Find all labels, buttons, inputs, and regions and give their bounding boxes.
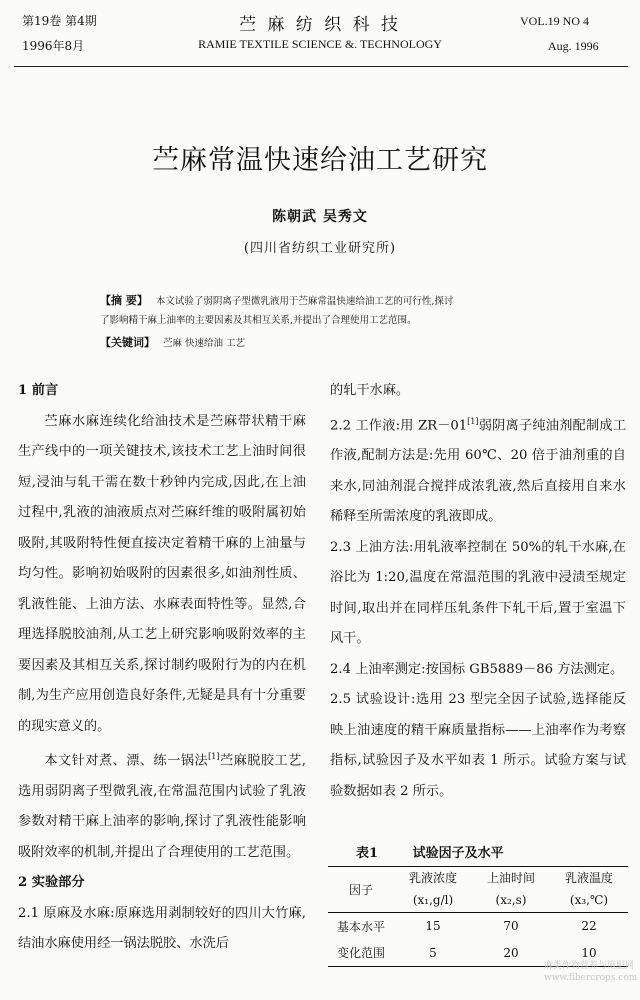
paragraph-2-1: 2.1 原麻及水麻:原麻选用剥制较好的四川大竹麻,结油水麻使用经一锅法脱胶、水洗后 xyxy=(18,905,306,952)
table-col-unit: (x₂,s) xyxy=(472,889,550,913)
abstract-line-1: 本文试验了弱阴离子型微乳液用于苎麻常温快速给油工艺的可行性,探讨 xyxy=(155,296,454,307)
site-watermark: 麻类作物营养与施肥网 www.fibercrops.com xyxy=(544,961,638,983)
section-heading-experiment: 2 实验部分 xyxy=(18,875,85,891)
table-factors-levels xyxy=(328,866,628,967)
table-col-head: 乳液浓度 xyxy=(408,871,457,886)
citation-ref: [1] xyxy=(467,416,479,426)
table-col-unit: (x₃,℃) xyxy=(550,889,628,913)
table-title: 试验因子及水平 xyxy=(412,846,504,861)
table-number: 表1 xyxy=(356,846,379,861)
table-cell: 15 xyxy=(425,919,441,934)
keywords-text: 苎麻 快速给油 工艺 xyxy=(163,338,246,349)
keywords-label: 【关键词】 xyxy=(100,336,155,349)
scope-text-b: 苎麻脱胶工艺,选用弱阴离子型微乳液,在常温范围内试验了乳液参数对精干麻上油率的影响,探讨了乳液性能影响吸附效率的机制,并提出了合理使用的工艺范围。 xyxy=(18,753,307,860)
affiliation: (四川省纺织工业研究所) xyxy=(243,241,397,256)
para-2-2-text-a: 2.2 工作液:用 ZR－01 xyxy=(330,417,468,433)
paragraph-2-4: 2.4 上油率测定:按国标 GB5889－86 方法测定。 xyxy=(330,661,624,677)
paragraph-2-5: 2.5 试验设计:选用 23 型完全因子试验,选择能反映上油速度的精干麻质量指标——上油率作为考察指标,试验因子及水平如表 1 所示。试验方案与试验数据如表 2 所示。 xyxy=(330,692,626,799)
table-cell: 10 xyxy=(581,945,597,960)
authors: 陈朝武 吴秀文 xyxy=(272,209,368,225)
header-rule xyxy=(14,66,628,67)
table-row-label: 变化范围 xyxy=(336,946,385,961)
paragraph-scope xyxy=(18,742,306,868)
table-cell: 20 xyxy=(503,945,519,960)
table-row-label: 基本水平 xyxy=(336,919,385,934)
table-cell: 70 xyxy=(503,919,519,934)
abstract xyxy=(100,291,620,353)
paragraph-intro: 苎麻水麻连续化给油技术是苎麻带状精干麻生产线中的一项关键技术,该技术工艺上油时间很短,浸油与轧干需在数十秒钟内完成,因此,在上油过程中,乳液的油液质点对苎麻纤维的吸附属初始吸附,其吸附特性便直接决定着精干麻的上油量与均匀性。影响初始吸附的因素很多,如油剂性质、乳液性能、上油方法、水麻表面特性等。显然,合理选择脱胶油剂,从工艺上研究影响吸附效率的主要因素及其相互关系,探讨制约吸附行为的内在机制,为生产应用创造良好条件,无疑是具有十分重要的现实意义的。 xyxy=(18,413,306,734)
scope-text-a: 本文针对煮、漂、练一锅法 xyxy=(44,753,209,769)
table-caption xyxy=(356,842,504,861)
citation-ref: [1] xyxy=(208,752,220,761)
article-title: 苎麻常温快速给油工艺研究 xyxy=(152,145,488,176)
header-issue: 第19卷 第4期 xyxy=(22,14,97,28)
table-col-head: 上油时间 xyxy=(486,871,535,886)
header-date: 1996年8月 xyxy=(22,39,85,53)
journal-title-cn: 苎 麻 纺 织 科 技 xyxy=(238,15,402,35)
table-head-factor: 因子 xyxy=(328,867,394,913)
abstract-line-2: 了影响精干麻上油率的主要因素及其相互关系,并提出了合理使用工艺范围。 xyxy=(100,315,417,326)
section-heading-intro: 1 前言 xyxy=(18,383,59,398)
abstract-label: 【摘 要】 xyxy=(100,294,148,307)
right-column xyxy=(330,376,626,807)
header-volume: VOL.19 NO 4 xyxy=(520,14,589,28)
table-col-unit: (x₁,g/l) xyxy=(394,889,472,913)
paragraph-2-2 xyxy=(330,407,626,533)
paragraph-2-3: 2.3 上油方法:用轧液率控制在 50%的轧干水麻,在浴比为 1:20,温度在常温范围的乳液中浸渍至规定时间,取出并在同样压轧条件下轧干后,置于室温下风干。 xyxy=(330,539,626,647)
table-col-head: 乳液温度 xyxy=(564,871,613,886)
header-month: Aug. 1996 xyxy=(548,39,599,53)
para-2-2-text-b: 弱阴离子纯油剂配制成工作液,配制方法是:先用 60℃、20 倍于油剂重的自来水,同油剂混合搅拌成浓乳液,然后直接用自来水稀释至所需浓度的乳液即成。 xyxy=(330,417,627,525)
paragraph-continuation: 的轧干水麻。 xyxy=(330,383,410,398)
journal-title-en: RAMIE TEXTILE SCIENCE &. TECHNOLOGY xyxy=(198,37,442,51)
table-row xyxy=(328,913,628,940)
left-column xyxy=(18,376,306,960)
table-cell: 5 xyxy=(429,945,437,960)
table-cell: 22 xyxy=(581,919,597,934)
